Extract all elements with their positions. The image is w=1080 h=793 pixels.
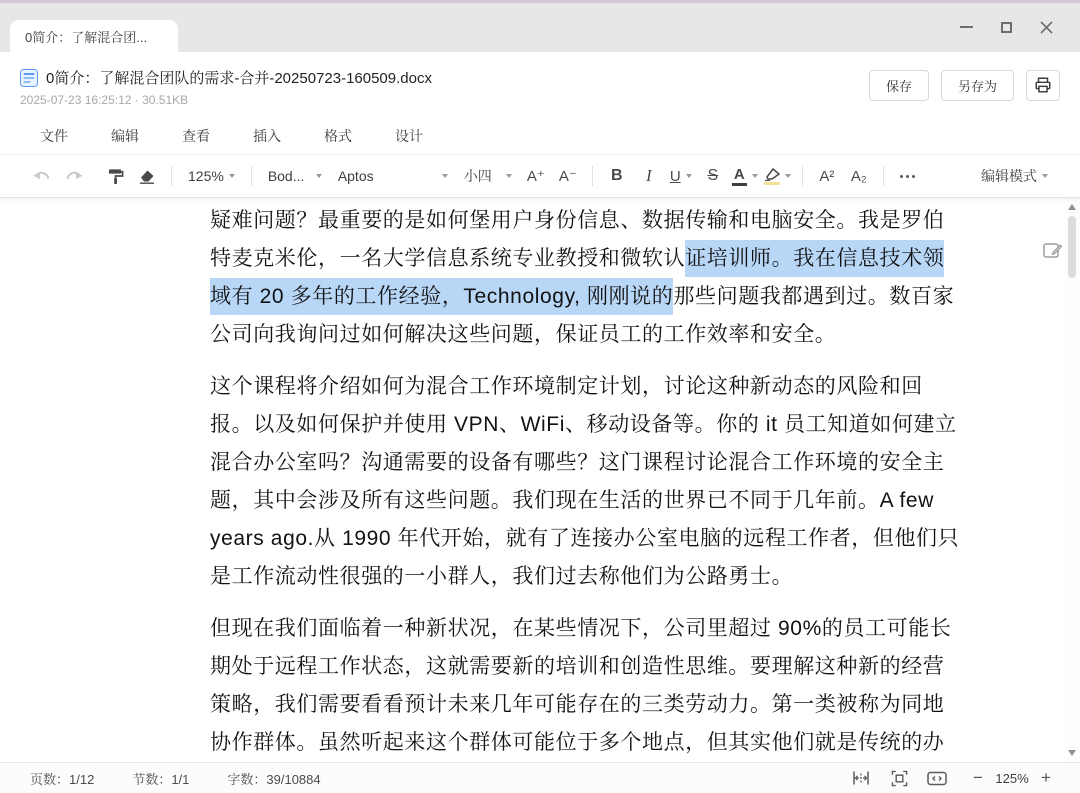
menu-item-4[interactable]: 格式 [324, 128, 352, 144]
scroll-up-button[interactable] [1068, 204, 1076, 210]
scroll-thumb[interactable] [1068, 216, 1076, 278]
chevron-down-icon [229, 174, 235, 178]
close-icon [1040, 21, 1053, 34]
chevron-down-icon [506, 174, 512, 178]
body-text: 报。以及如何保护并使用 VPN、WiFi、移动设备等。你的 it 员工知道如何建立 [210, 413, 957, 436]
body-text: years ago.从 1990 年代开始，就有了连接办公室电脑的远程工作者，但他们只 [210, 527, 960, 550]
document-header [0, 52, 1080, 118]
text-line [210, 558, 980, 596]
menubar-items [25, 126, 451, 146]
paragraph [210, 202, 980, 354]
text-line [210, 724, 980, 762]
menu-item-1[interactable]: 编辑 [111, 128, 139, 144]
font-color-label: A [732, 166, 747, 186]
document-tab[interactable] [10, 20, 178, 52]
subscript-label: A₂ [850, 167, 867, 185]
text-line [210, 316, 980, 354]
undo-button[interactable] [29, 162, 55, 190]
page-count: 页数：1/12 [30, 771, 95, 787]
style-dropdown-value: Bod... [267, 168, 305, 184]
page-view-icon [927, 771, 947, 786]
underline-button[interactable] [668, 162, 694, 190]
increase-font-label: A⁺ [526, 168, 545, 185]
save-button[interactable]: 保存 [869, 70, 929, 101]
fit-width-button[interactable] [846, 766, 876, 790]
toolbar-divider [883, 166, 884, 186]
font-dropdown[interactable] [334, 162, 452, 190]
strikethrough-label: S [707, 167, 719, 184]
strikethrough-button[interactable] [700, 162, 726, 190]
word-document-icon [20, 69, 38, 87]
body-text: 这个课程将介绍如何为混合工作环境制定计划，讨论这种新动态的风险和回 [210, 375, 923, 398]
highlighted-text: 证培训师。我在信息技术领 [685, 240, 944, 277]
minimize-icon [960, 26, 973, 28]
tab-bar [0, 3, 1080, 52]
zoom-controls [966, 768, 1058, 788]
decrease-font-label: A⁻ [558, 168, 577, 185]
add-comment-icon [1042, 240, 1064, 262]
text-line [210, 202, 980, 240]
document-info [20, 63, 869, 107]
italic-button[interactable] [636, 162, 662, 190]
maximize-button[interactable] [986, 13, 1026, 41]
bold-label: B [611, 167, 623, 184]
more-tools-button[interactable] [895, 162, 921, 190]
menu-item-2[interactable]: 查看 [182, 128, 210, 144]
format-painter-button[interactable] [102, 162, 128, 190]
superscript-button[interactable] [814, 162, 840, 190]
fit-page-button[interactable] [884, 766, 914, 790]
font-size-dropdown[interactable] [460, 162, 516, 190]
text-line [210, 406, 980, 444]
toolbar-divider [802, 166, 803, 186]
body-text: 策略，我们需要看看预计未来几年可能存在的三类劳动力。第一类被称为同地 [210, 693, 945, 716]
status-bar [0, 762, 1080, 793]
section-count: 节数：1/1 [132, 771, 190, 787]
toolbar-divider [592, 166, 593, 186]
redo-icon [64, 169, 84, 183]
toolbar-divider [171, 166, 172, 186]
paragraph [210, 368, 980, 596]
text-line [210, 278, 980, 316]
edit-mode-label: 编辑模式 [981, 168, 1037, 184]
highlighter-icon [764, 168, 780, 185]
vertical-scrollbar[interactable] [1065, 198, 1080, 762]
fit-width-icon [852, 770, 870, 786]
print-button[interactable] [1026, 70, 1060, 101]
more-tools-icon [900, 175, 915, 178]
word-count: 字数：39/10884 [227, 771, 321, 787]
tab-title: 0简介：了解混合团... [25, 29, 148, 45]
superscript-label: A² [819, 167, 835, 185]
clear-format-eraser-icon [138, 168, 156, 184]
maximize-icon [1001, 22, 1012, 33]
menubar [0, 118, 1080, 155]
style-dropdown[interactable] [264, 162, 326, 190]
text-line [210, 648, 980, 686]
bold-button[interactable] [604, 162, 630, 190]
document-meta: 2025-07-23 16:25:12 · 30.51KB [20, 93, 189, 107]
highlighted-text: 域有 20 多年的工作经验，Technology, 刚刚说的 [210, 278, 673, 315]
header-actions [869, 70, 1060, 101]
menu-item-5[interactable]: 设计 [395, 128, 423, 144]
chevron-down-icon [752, 174, 758, 178]
menu-item-3[interactable]: 插入 [253, 128, 281, 144]
paragraph [210, 610, 980, 762]
clear-format-button[interactable] [134, 162, 160, 190]
document-title: 0简介：了解混合团队的需求-合并-20250723-160509.docx [46, 70, 432, 87]
scroll-down-button[interactable] [1068, 750, 1076, 756]
zoom-out-button[interactable]: − [973, 768, 983, 787]
body-text: 特麦克米伦，一名大学信息系统专业教授和微软认 [210, 247, 686, 270]
body-text: 混合办公室吗？沟通需要的设备有哪些？这门课程讨论混合工作环境的安全主 [210, 451, 945, 474]
document-area [0, 198, 1080, 762]
page-view-button[interactable] [922, 766, 952, 790]
chevron-down-icon [686, 174, 692, 178]
italic-label: I [645, 166, 652, 185]
body-text: 疑难问题？最重要的是如何堡用户身份信息、数据传输和电脑安全。我是罗伯 [210, 209, 945, 232]
redo-button[interactable] [61, 162, 87, 190]
body-text: 但现在我们面临着一种新状况，在某些情况下，公司里超过 90%的员工可能长 [210, 617, 952, 640]
body-text: 公司向我询问过如何解决这些问题，保证员工的工作效率和安全。 [210, 323, 837, 346]
zoom-level: 125% [995, 770, 1029, 786]
zoom-dropdown[interactable] [184, 162, 239, 190]
body-text: 那些问题我都遇到过。数百家 [673, 285, 955, 308]
chevron-down-icon [1042, 174, 1048, 178]
menu-item-0[interactable]: 文件 [40, 128, 68, 144]
increase-font-button[interactable] [523, 162, 549, 190]
toolbar [0, 155, 1080, 198]
body-text: 是工作流动性很强的一小群人，我们过去称他们为公路勇士。 [210, 565, 794, 588]
chevron-down-icon [316, 174, 322, 178]
text-line [210, 610, 980, 648]
body-text: 协作群体。虽然听起来这个群体可能位于多个地点，但其实他们就是传统的办 [210, 731, 945, 754]
font-color-button[interactable] [732, 162, 758, 190]
text-line [210, 240, 980, 278]
add-comment-button[interactable] [1042, 240, 1064, 262]
chevron-down-icon [785, 174, 791, 178]
font-dropdown-value: Aptos [337, 168, 374, 184]
text-line [210, 686, 980, 724]
save-as-button[interactable]: 另存为 [941, 70, 1014, 101]
printer-icon [1034, 76, 1052, 94]
edit-mode-dropdown[interactable] [977, 162, 1052, 190]
format-painter-icon [107, 167, 124, 185]
text-line [210, 482, 980, 520]
document-content[interactable] [0, 198, 980, 762]
text-line [210, 520, 980, 558]
subscript-button[interactable] [846, 162, 872, 190]
zoom-dropdown-value: 125% [188, 168, 224, 184]
text-line [210, 444, 980, 482]
close-button[interactable] [1026, 13, 1066, 41]
text-line [210, 368, 980, 406]
font-size-dropdown-value: 小四 [463, 168, 492, 184]
highlight-color-button[interactable] [764, 162, 791, 190]
minimize-button[interactable] [946, 13, 986, 41]
body-text: 期处于远程工作状态，这就需要新的培训和创造性思维。要理解这种新的经营 [210, 655, 945, 678]
decrease-font-button[interactable] [555, 162, 581, 190]
zoom-in-button[interactable]: + [1041, 768, 1051, 787]
fit-page-icon [891, 770, 908, 787]
chevron-down-icon [442, 174, 448, 178]
undo-icon [32, 169, 52, 183]
window-controls [946, 13, 1066, 41]
toolbar-divider [251, 166, 252, 186]
body-text: 题，其中会涉及所有这些问题。我们现在生活的世界已不同于几年前。A few [210, 489, 934, 512]
underline-label: U [669, 167, 681, 185]
